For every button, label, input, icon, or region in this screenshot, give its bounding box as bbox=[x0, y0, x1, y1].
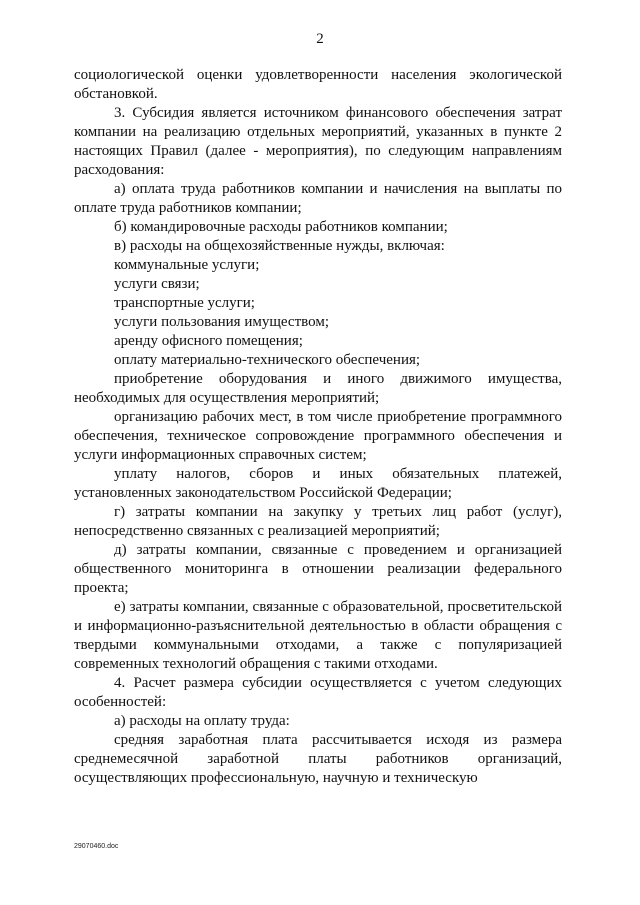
paragraph: транспортные услуги; bbox=[114, 295, 255, 311]
paragraph: социологической оценки удовлетворенности населения экологической обстановкой. bbox=[74, 67, 562, 102]
paragraph: а) оплата труда работников компании и начисления на выплаты по оплате труда работников компании; bbox=[74, 181, 562, 216]
paragraph: организацию рабочих мест, в том числе приобретение программного обеспечения, техническое сопровождение программного обеспечения и услуги информационных справочных систем; bbox=[74, 409, 562, 463]
paragraph: приобретение оборудования и иного движимого имущества, необходимых для осуществления мероприятий; bbox=[74, 371, 562, 406]
paragraph: оплату материально-технического обеспечения; bbox=[114, 352, 421, 368]
paragraph: а) расходы на оплату труда: bbox=[114, 713, 290, 729]
page-number: 2 bbox=[316, 31, 324, 47]
paragraph: в) расходы на общехозяйственные нужды, включая: bbox=[114, 238, 445, 254]
paragraph: коммунальные услуги; bbox=[114, 257, 260, 273]
paragraph: г) затраты компании на закупку у третьих лиц работ (услуг), непосредственно связанных с реализацией мероприятий; bbox=[74, 504, 562, 539]
footer-filename: 29070460.doc bbox=[74, 843, 119, 850]
document-body bbox=[74, 66, 562, 788]
paragraph: услуги связи; bbox=[114, 276, 200, 292]
paragraph: д) затраты компании, связанные с проведением и организацией общественного мониторинга в отношении реализации федерального проекта; bbox=[74, 542, 562, 596]
paragraph: б) командировочные расходы работников компании; bbox=[114, 219, 448, 235]
paragraph: аренду офисного помещения; bbox=[114, 333, 303, 349]
paragraph: е) затраты компании, связанные с образовательной, просветительской и информационно-разъяснительной деятельностью в области обращения с твердыми коммунальными отходами, а также с популяризацией современных технологий обращения с такими отходами. bbox=[74, 599, 562, 672]
paragraph: 3. Субсидия является источником финансового обеспечения затрат компании на реализацию отдельных мероприятий, указанных в пункте 2 настоящих Правил (далее - мероприятия), по следующим направлениям расходования: bbox=[74, 105, 562, 178]
paragraph: уплату налогов, сборов и иных обязательных платежей, установленных законодательством Российской Федерации; bbox=[74, 466, 562, 501]
paragraph: 4. Расчет размера субсидии осуществляется с учетом следующих особенностей: bbox=[74, 675, 562, 710]
paragraph: услуги пользования имуществом; bbox=[114, 314, 329, 330]
paragraph: средняя заработная плата рассчитывается исходя из размера среднемесячной заработной платы работников организаций, осуществляющих профессиональную, научную и техническую bbox=[74, 732, 562, 786]
